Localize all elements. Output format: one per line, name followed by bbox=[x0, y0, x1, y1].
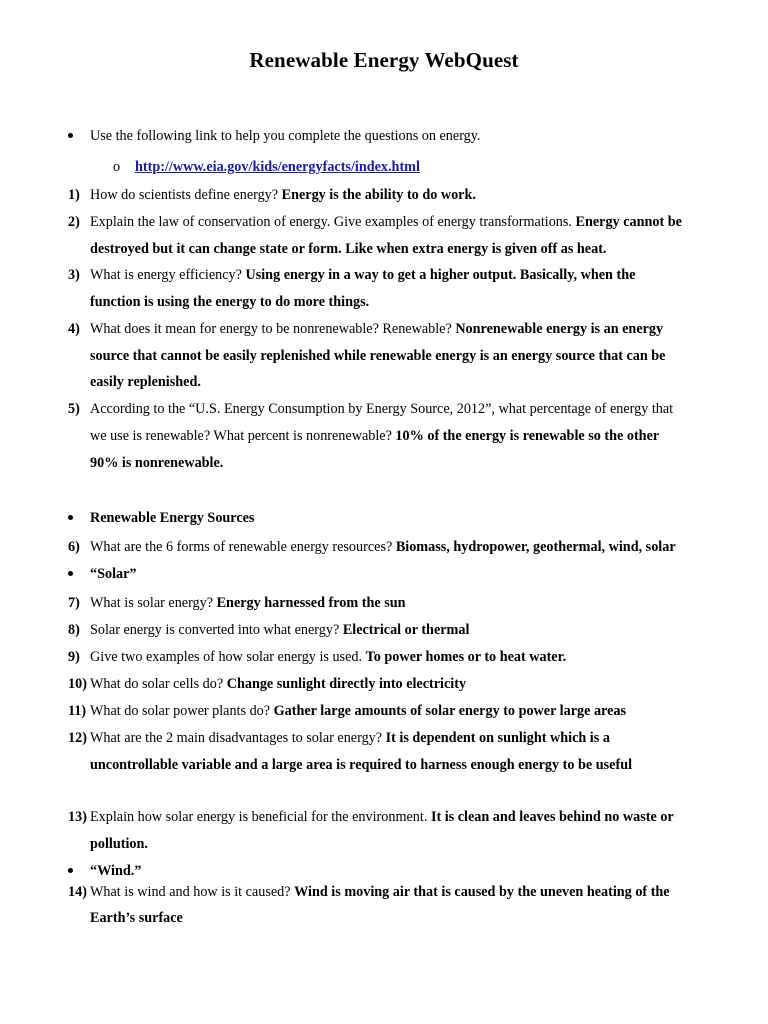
question-number: 14) bbox=[68, 884, 87, 900]
answer-text: source that cannot be easily replenished while renewable energy is an energy source that can be bbox=[90, 348, 666, 364]
question-text: What does it mean for energy to be nonrenewable? Renewable? bbox=[90, 321, 456, 337]
bullet-icon bbox=[68, 133, 73, 138]
answer-text: uncontrollable variable and a large area is required to harness enough energy to be useful bbox=[90, 757, 633, 773]
answer-continuation bbox=[90, 453, 223, 473]
answer-continuation bbox=[90, 372, 201, 392]
question-number: 11) bbox=[68, 703, 87, 719]
page-title: Renewable Energy WebQuest bbox=[249, 48, 519, 72]
answer-text: Electrical or thermal bbox=[342, 622, 470, 638]
section-heading-wind bbox=[90, 861, 141, 881]
question-number: 5) bbox=[68, 401, 80, 417]
question-text: Explain the law of conservation of energy. Give examples of energy transformations. bbox=[90, 214, 576, 230]
question-number: 3) bbox=[68, 267, 80, 283]
question-text: What do solar cells do? bbox=[90, 676, 227, 692]
answer-continuation bbox=[90, 239, 606, 259]
question-text: Explain how solar energy is beneficial for the environment. bbox=[90, 809, 431, 825]
bullet-icon bbox=[68, 571, 73, 576]
answer-text: To power homes or to heat water. bbox=[365, 649, 567, 665]
question-number: 13) bbox=[68, 809, 87, 825]
answer-continuation bbox=[90, 755, 632, 775]
answer-text: Nonrenewable energy is an energy bbox=[455, 321, 664, 337]
question-text: Solar energy is converted into what energy? bbox=[90, 622, 343, 638]
question-number: 6) bbox=[68, 539, 80, 555]
section-heading-solar bbox=[90, 564, 137, 584]
answer-continuation bbox=[90, 908, 183, 928]
answer-text: destroyed but it can change state or form. Like when extra energy is given off as heat. bbox=[90, 241, 607, 257]
question-continuation bbox=[90, 426, 659, 446]
question-number: 1) bbox=[68, 187, 80, 203]
answer-text: Energy harnessed from the sun bbox=[216, 595, 406, 611]
answer-text: Biomass, hydropower, geothermal, wind, solar bbox=[395, 539, 676, 555]
question-text: we use is renewable? What percent is nonrenewable? bbox=[90, 428, 396, 444]
answer-text: function is using the energy to do more things. bbox=[90, 294, 370, 310]
bullet-icon bbox=[68, 515, 73, 520]
question-text: What is wind and how is it caused? bbox=[90, 884, 295, 900]
question-number: 4) bbox=[68, 321, 80, 337]
sub-bullet-icon: o bbox=[113, 159, 121, 175]
section-heading-text: “Solar” bbox=[90, 566, 137, 582]
section-heading-text: Renewable Energy Sources bbox=[90, 510, 255, 526]
question-text: According to the “U.S. Energy Consumption by Energy Source, 2012”, what percentage of energy that bbox=[90, 401, 674, 417]
question-text: What is solar energy? bbox=[90, 595, 217, 611]
question-text: What is energy efficiency? bbox=[90, 267, 246, 283]
question-text: How do scientists define energy? bbox=[90, 187, 282, 203]
section-heading-renewable bbox=[90, 508, 254, 528]
answer-continuation bbox=[90, 346, 665, 366]
question-text: Give two examples of how solar energy is used. bbox=[90, 649, 366, 665]
answer-text: Wind is moving air that is caused by the uneven heating of the bbox=[294, 884, 670, 900]
intro-text: Use the following link to help you complete the questions on energy. bbox=[90, 128, 481, 144]
answer-text: 10% of the energy is renewable so the other bbox=[395, 428, 660, 444]
section-heading-text: “Wind.” bbox=[90, 863, 142, 879]
question-text: What are the 2 main disadvantages to solar energy? bbox=[90, 730, 386, 746]
answer-continuation bbox=[90, 834, 148, 854]
answer-text: Gather large amounts of solar energy to power large areas bbox=[273, 703, 627, 719]
question-number: 9) bbox=[68, 649, 80, 665]
answer-continuation bbox=[90, 292, 369, 312]
answer-text: It is dependent on sunlight which is a bbox=[385, 730, 610, 746]
energy-facts-link[interactable]: http://www.eia.gov/kids/energyfacts/index.html bbox=[135, 159, 420, 175]
answer-text: Using energy in a way to get a higher output. Basically, when the bbox=[245, 267, 636, 283]
question-number: 7) bbox=[68, 595, 80, 611]
answer-text: easily replenished. bbox=[90, 374, 201, 390]
question-text: What do solar power plants do? bbox=[90, 703, 274, 719]
bullet-icon bbox=[68, 868, 73, 873]
answer-text: 90% is nonrenewable. bbox=[90, 455, 224, 471]
answer-text: It is clean and leaves behind no waste or bbox=[430, 809, 674, 825]
answer-text: Earth’s surface bbox=[90, 910, 183, 926]
answer-text: Energy cannot be bbox=[575, 214, 682, 230]
question-number: 10) bbox=[68, 676, 87, 692]
question-number: 8) bbox=[68, 622, 80, 638]
question-text: What are the 6 forms of renewable energy resources? bbox=[90, 539, 396, 555]
answer-text: pollution. bbox=[90, 836, 148, 852]
answer-text: Energy is the ability to do work. bbox=[281, 187, 476, 203]
question-number: 2) bbox=[68, 214, 80, 230]
answer-text: Change sunlight directly into electricity bbox=[226, 676, 467, 692]
question-number: 12) bbox=[68, 730, 87, 746]
